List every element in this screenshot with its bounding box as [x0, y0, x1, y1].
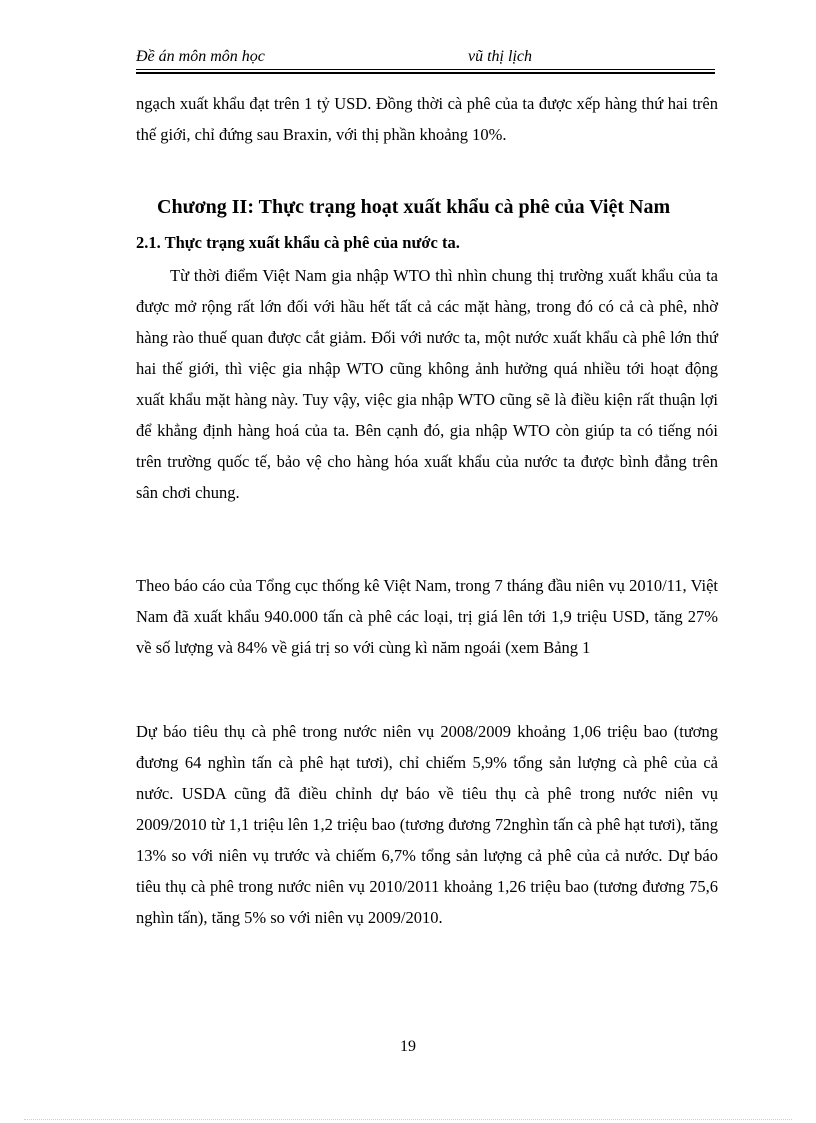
- paragraph-export-report: Theo báo cáo của Tổng cục thống kê Việt Nam, trong 7 tháng đầu niên vụ 2010/11, Việt Nam đã xuất khẩu 940.000 tấn cà phê các loại, trị giá lên tới 1,9 triệu USD, tăng 27% về số lượng và 84% về giá trị so với cùng kì năm ngoái (xem Bảng 1: [136, 576, 718, 657]
- header-document-title: Đề án môn môn học: [136, 48, 265, 65]
- section-title: 2.1. Thực trạng xuất khẩu cà phê của nước ta.: [136, 233, 460, 252]
- header-rule-thin: [136, 69, 715, 70]
- intro-paragraph: ngạch xuất khẩu đạt trên 1 tỷ USD. Đồng thời cà phê của ta được xếp hàng thứ hai trên thế giới, chỉ đứng sau Braxin, với thị phần khoảng 10%.: [136, 94, 718, 144]
- chapter-title: Chương II: Thực trạng hoạt xuất khẩu cà phê của Việt Nam: [157, 196, 671, 218]
- page-bottom-border: [24, 1119, 792, 1120]
- paragraph-domestic-consumption: Dự báo tiêu thụ cà phê trong nước niên vụ 2008/2009 khoảng 1,06 triệu bao (tương đương 64 nghìn tấn cà phê hạt tươi), chỉ chiếm 5,9% tổng sản lượng cà phê của cả nước. USDA cũng đã điều chỉnh dự báo về tiêu thụ cà phê trong nước niên vụ 2009/2010 từ 1,1 triệu lên 1,2 triệu bao (tương đương 72nghìn tấn cà phê hạt tươi), tăng 13% so với niên vụ trước và chiếm 6,7% tổng sản lượng cả phê của cả nước. Dự báo tiêu thụ cà phê trong nước niên vụ 2010/2011 khoảng 1,26 triệu bao (tương đương 75,6 nghìn tấn), tăng 5% so với niên vụ 2009/2010.: [136, 722, 718, 927]
- page-number: 19: [400, 1038, 416, 1055]
- header-rule-thick: [136, 72, 715, 74]
- paragraph-wto: Từ thời điểm Việt Nam gia nhập WTO thì nhìn chung thị trường xuất khẩu của ta được mở rộng rất lớn đối với hầu hết tất cả các mặt hàng, trong đó có cả cà phê, nhờ hàng rào thuế quan được cắt giảm. Đối với nước ta, một nước xuất khẩu cà phê lớn thứ hai thế giới, thì việc gia nhập WTO cũng không ảnh hưởng quá nhiều tới hoạt động xuất khẩu mặt hàng này. Tuy vậy, việc gia nhập WTO cũng sẽ là điều kiện rất thuận lợi để khẳng định hàng hoá của ta. Bên cạnh đó, gia nhập WTO còn giúp ta có tiếng nói trên trường quốc tế, bảo vệ cho hàng hóa xuất khẩu của nước ta được bình đẳng trên sân chơi chung.: [136, 266, 718, 502]
- header-author: vũ thị lịch: [468, 48, 532, 65]
- page-header: [136, 48, 715, 68]
